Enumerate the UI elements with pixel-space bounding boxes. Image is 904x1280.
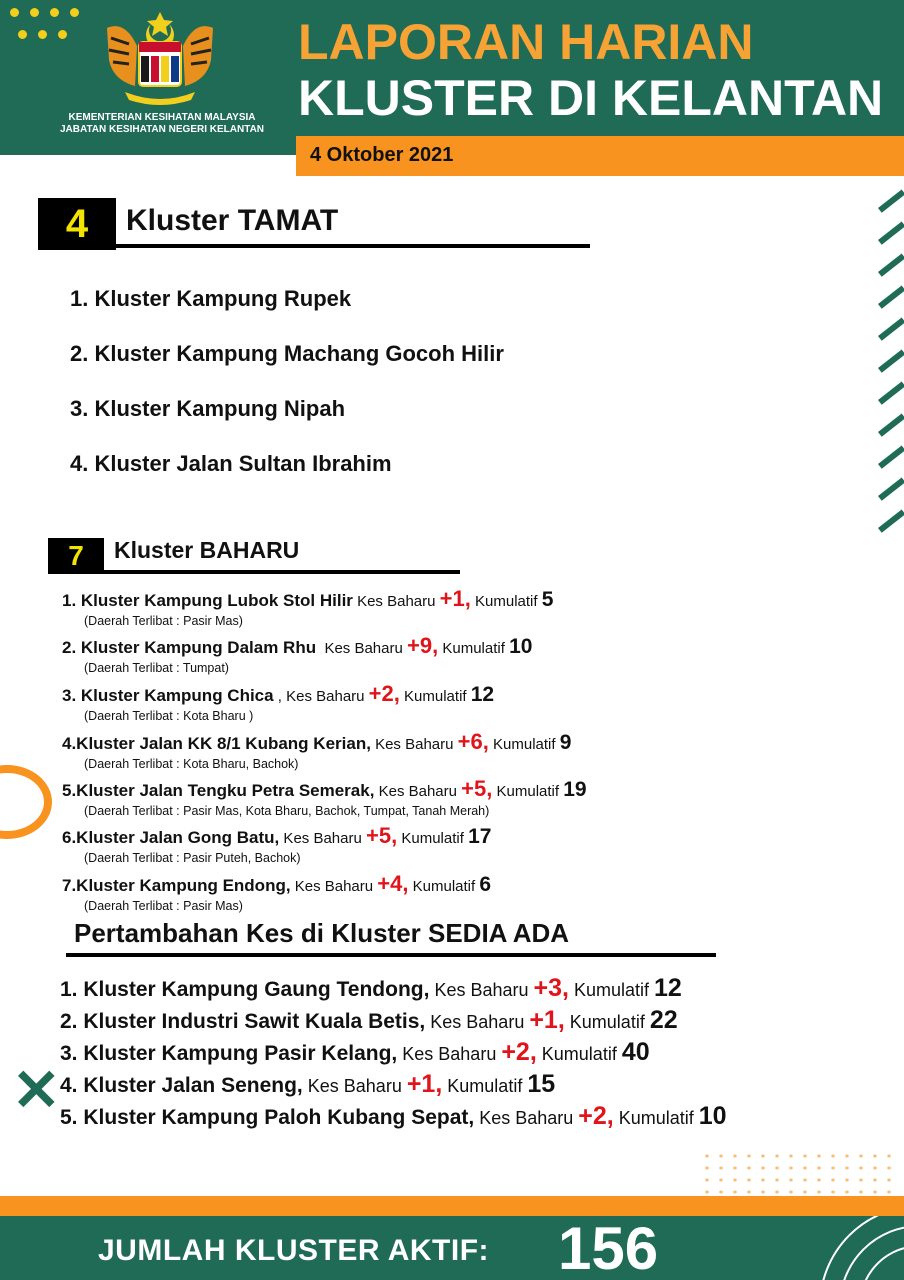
cluster-name: 6.Kluster Jalan Gong Batu, (62, 828, 280, 847)
cluster-name: 1. Kluster Kampung Gaung Tendong, (60, 978, 430, 1001)
cumulative-label: Kumulatif (408, 878, 480, 895)
district-note: (Daerah Terlibat : Pasir Mas) (84, 614, 243, 628)
ministry-line-1: KEMENTERIAN KESIHATAN MALAYSIA (68, 112, 256, 123)
new-case-count: +1, (406, 1070, 443, 1098)
cumulative-label: Kumulatif (568, 980, 655, 1000)
district-note: (Daerah Terlibat : Kota Bharu ) (84, 709, 254, 723)
footer-banner (0, 1216, 904, 1280)
cumulative-label: Kumulatif (564, 1012, 650, 1032)
total-active-count: 156 (558, 1216, 659, 1280)
date-bar (296, 136, 904, 176)
cluster-name: 5.Kluster Jalan Tengku Petra Semerak, (62, 781, 375, 800)
title-line-1: LAPORAN HARIAN (298, 14, 754, 70)
baharu-item (62, 586, 553, 612)
sedia-ada-title: Pertambahan Kes di Kluster SEDIA ADA (74, 918, 570, 948)
malaysia-crest-icon (95, 8, 225, 108)
tamat-item: 3. Kluster Kampung Nipah (70, 396, 346, 421)
new-case-count: +5, (365, 823, 398, 848)
header-banner (0, 0, 904, 155)
district-note: (Daerah Terlibat : Pasir Puteh, Bachok) (84, 851, 301, 865)
cluster-name: 5. Kluster Kampung Paloh Kubang Sepat, (60, 1106, 475, 1129)
baharu-item (62, 871, 491, 897)
new-case-count: +9, (407, 633, 439, 658)
ring-icon (0, 765, 52, 839)
cluster-name: 3. Kluster Kampung Chica (62, 686, 274, 705)
total-active-label: JUMLAH KLUSTER AKTIF: (98, 1234, 490, 1267)
sedia-ada-underline (66, 953, 716, 957)
new-case-label: Kes Baharu (429, 980, 534, 1000)
tamat-item: 2. Kluster Kampung Machang Gocoh Hilir (70, 341, 504, 366)
cluster-name: 4.Kluster Jalan KK 8/1 Kubang Kerian, (62, 734, 371, 753)
cumulative-count: 9 (559, 731, 572, 754)
cluster-name: 4. Kluster Jalan Seneng, (60, 1074, 303, 1097)
cluster-name: 2. Kluster Industri Sawit Kuala Betis, (60, 1010, 426, 1033)
cluster-name: 7.Kluster Kampung Endong, (62, 876, 291, 895)
footer-orange-bar (0, 1196, 904, 1216)
tamat-underline (116, 244, 590, 248)
new-case-count: +4, (377, 871, 409, 896)
baharu-item (62, 633, 532, 659)
new-case-label: Kes Baharu (370, 736, 458, 753)
new-case-count: +1, (529, 1006, 565, 1034)
new-case-label: Kes Baharu (397, 1044, 502, 1064)
district-note: (Daerah Terlibat : Pasir Mas, Kota Bharu, Bachok, Tumpat, Tanah Merah) (84, 804, 490, 818)
new-case-label: , Kes Baharu (273, 688, 369, 705)
cumulative-label: Kumulatif (438, 640, 510, 657)
cumulative-label: Kumulatif (399, 688, 471, 705)
baharu-item (62, 823, 491, 849)
ministry-line-2: JABATAN KESIHATAN NEGERI KELANTAN (59, 124, 265, 135)
district-note: (Daerah Terlibat : Tumpat) (84, 661, 229, 675)
decor-stripes (878, 190, 904, 530)
new-case-label: Kes Baharu (425, 1012, 530, 1032)
decor-arcs (780, 1216, 904, 1280)
new-case-label: Kes Baharu (279, 830, 366, 847)
new-case-label: Kes Baharu (474, 1108, 579, 1128)
cumulative-count: 6 (479, 873, 492, 896)
cumulative-count: 40 (621, 1038, 650, 1066)
new-case-label: Kes Baharu (352, 593, 440, 610)
new-case-count: +2, (578, 1102, 614, 1130)
report-date: 4 Oktober 2021 (310, 144, 454, 166)
sedia-ada-item (60, 974, 682, 1003)
cumulative-label: Kumulatif (488, 736, 560, 753)
baharu-item (62, 729, 571, 755)
district-note: (Daerah Terlibat : Kota Bharu, Bachok) (84, 757, 299, 771)
new-case-count: +3, (533, 974, 569, 1002)
cumulative-count: 17 (468, 825, 492, 848)
decor-dot-grid (700, 1150, 900, 1200)
new-case-label: Kes Baharu (374, 783, 462, 800)
sedia-ada-item (60, 1006, 678, 1035)
baharu-item (62, 776, 587, 802)
cluster-name: 3. Kluster Kampung Pasir Kelang, (60, 1042, 398, 1065)
tamat-section-title: Kluster TAMAT (126, 204, 339, 237)
new-case-label: Kes Baharu (290, 878, 378, 895)
new-case-count: +2, (501, 1038, 537, 1066)
cumulative-count: 12 (470, 683, 495, 706)
new-case-count: +6, (457, 729, 489, 754)
cumulative-label: Kumulatif (397, 830, 469, 847)
new-case-label: Kes Baharu (302, 1076, 407, 1096)
cluster-name: 1. Kluster Kampung Lubok Stol Hilir (62, 591, 353, 610)
cumulative-count: 5 (541, 588, 554, 611)
sedia-ada-item (60, 1102, 727, 1131)
tamat-count-badge: 4 (38, 198, 116, 250)
cumulative-count: 10 (509, 635, 533, 658)
tamat-item: 1. Kluster Kampung Rupek (70, 286, 352, 311)
new-case-count: +2, (368, 681, 400, 706)
cumulative-count: 12 (654, 974, 682, 1002)
cumulative-count: 22 (649, 1006, 678, 1034)
cumulative-count: 19 (563, 778, 587, 801)
cumulative-label: Kumulatif (470, 593, 542, 610)
new-case-label: Kes Baharu (316, 640, 407, 657)
new-case-count: +1, (439, 586, 471, 611)
tamat-item: 4. Kluster Jalan Sultan Ibrahim (70, 451, 392, 476)
sedia-ada-item (60, 1070, 555, 1099)
cumulative-label: Kumulatif (536, 1044, 622, 1064)
baharu-item (62, 681, 494, 707)
sedia-ada-item (60, 1038, 650, 1067)
baharu-count-badge: 7 (48, 538, 104, 574)
decor-dots (10, 8, 100, 48)
cumulative-count: 15 (527, 1070, 556, 1098)
title-line-2: KLUSTER DI KELANTAN (298, 70, 884, 126)
ministry-text (52, 112, 272, 136)
new-case-count: +5, (461, 776, 493, 801)
baharu-underline (104, 570, 460, 574)
cumulative-count: 10 (698, 1102, 727, 1130)
close-x-icon: ✕ (12, 1058, 61, 1123)
cumulative-label: Kumulatif (442, 1076, 528, 1096)
district-note: (Daerah Terlibat : Pasir Mas) (84, 899, 243, 913)
baharu-section-title: Kluster BAHARU (114, 537, 300, 563)
cumulative-label: Kumulatif (492, 783, 564, 800)
cluster-name: 2. Kluster Kampung Dalam Rhu (62, 638, 317, 657)
cumulative-label: Kumulatif (613, 1108, 699, 1128)
